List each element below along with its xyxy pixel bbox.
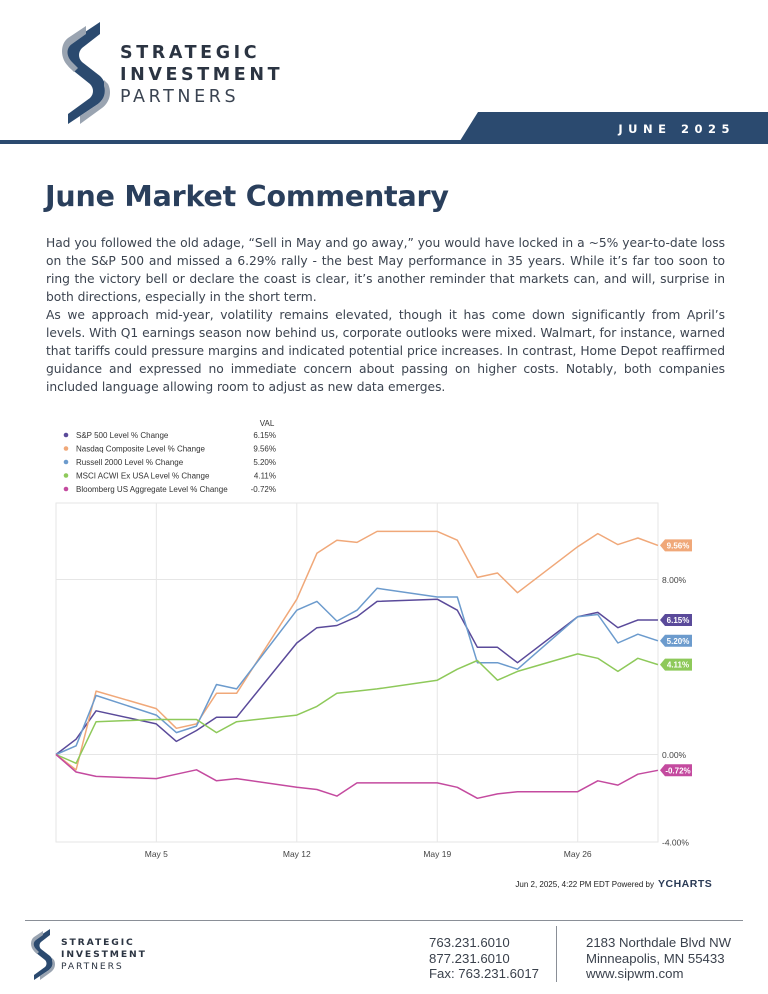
series-line-1	[56, 531, 658, 769]
legend-label: Russell 2000 Level % Change	[76, 458, 184, 467]
footer-divider	[556, 926, 557, 982]
legend-marker	[64, 487, 69, 492]
footer-logo-text-line2: INVESTMENT	[61, 949, 147, 960]
legend-marker	[64, 460, 69, 465]
footer-logo-text-line1: STRATEGIC	[61, 937, 135, 948]
legend-marker	[64, 446, 69, 451]
legend-value: -0.72%	[250, 485, 276, 494]
footer-logo-s-mark-icon	[30, 927, 56, 983]
legend-value: 6.15%	[253, 431, 276, 440]
paragraph-volatility: As we approach mid-year, volatility remains elevated, though it has come down significantly from April’s levels. With Q1 earnings season now behind us, corporate outlooks were mixed. Walmart, for instance, warned that tariffs could pressure margins and indicated potential price increases. In contrast, Home Depot reaffirmed guidance and expressed no immediate concern about passing on higher costs. Notably, both companies included language allowing room to adjust as new data emerges.	[46, 308, 725, 394]
legend-value: 4.11%	[253, 471, 276, 481]
logo-text-line2: INVESTMENT	[120, 65, 284, 85]
legend-value: 9.56%	[253, 444, 276, 454]
end-value-label: -0.72%	[665, 766, 691, 776]
chart-footnote: Jun 2, 2025, 4:22 PM EDT Powered by	[515, 880, 654, 889]
footer-address	[586, 935, 731, 982]
address-city: Minneapolis, MN 55433	[586, 950, 725, 966]
end-value-label: 5.20%	[666, 636, 690, 646]
y-tick-label: 8.00%	[662, 575, 687, 586]
y-tick-label: 0.00%	[662, 750, 687, 761]
x-tick-label: May 19	[423, 849, 452, 859]
legend-label: Bloomberg US Aggregate Level % Change	[76, 485, 228, 494]
legend-marker	[64, 473, 69, 478]
footer-rule	[25, 920, 743, 921]
footer-phones	[429, 935, 539, 982]
legend-marker	[64, 433, 69, 438]
legend-label: S&P 500 Level % Change	[76, 431, 169, 440]
issue-date: JUNE 2025	[618, 122, 735, 136]
series-line-2	[56, 588, 658, 754]
fax-number: Fax: 763.231.6017	[429, 966, 539, 981]
end-value-label: 9.56%	[666, 541, 690, 551]
page-title: June Market Commentary	[45, 180, 449, 213]
footer-logo	[30, 927, 190, 987]
phone-tollfree[interactable]: 877.231.6010	[429, 950, 510, 966]
footer-logo-text-line3: PARTNERS	[61, 961, 124, 972]
logo-text-line3: PARTNERS	[120, 87, 240, 107]
legend-label: MSCI ACWI Ex USA Level % Change	[76, 471, 210, 481]
series-line-0	[56, 599, 658, 754]
y-tick-label: -4.00%	[662, 837, 689, 848]
legend-header: VAL	[259, 419, 275, 428]
logo-text-line1: STRATEGIC	[120, 43, 261, 63]
phone-primary[interactable]: 763.231.6010	[429, 935, 510, 950]
chart-canvas	[40, 415, 740, 895]
legend-value: 5.20%	[253, 458, 276, 467]
series-line-4	[56, 755, 658, 799]
header-band	[0, 112, 768, 146]
series-line-3	[56, 654, 658, 763]
address-street: 2183 Northdale Blvd NW	[586, 935, 732, 950]
x-tick-label: May 12	[282, 849, 311, 859]
end-value-label: 6.15%	[666, 616, 690, 626]
legend-label: Nasdaq Composite Level % Change	[76, 444, 205, 454]
end-value-label: 4.11%	[666, 660, 690, 670]
x-tick-label: May 5	[144, 849, 168, 859]
ycharts-logo: YCHARTS	[658, 878, 713, 890]
paragraph-intro: Had you followed the old adage, “Sell in May and go away,” you would have locked in a ~5% year-to-date loss on the S&P 500 and missed a 6.29% rally - the best May performance in 35 years. While it’s far too soon to ring the victory bell or declare the coast is clear, it’s another reminder that markets can, and will, surprise in both directions, especially in the short term.	[46, 236, 725, 304]
performance-chart	[40, 415, 740, 895]
website-link[interactable]: www.sipwm.com	[586, 966, 684, 981]
x-tick-label: May 26	[563, 849, 592, 859]
